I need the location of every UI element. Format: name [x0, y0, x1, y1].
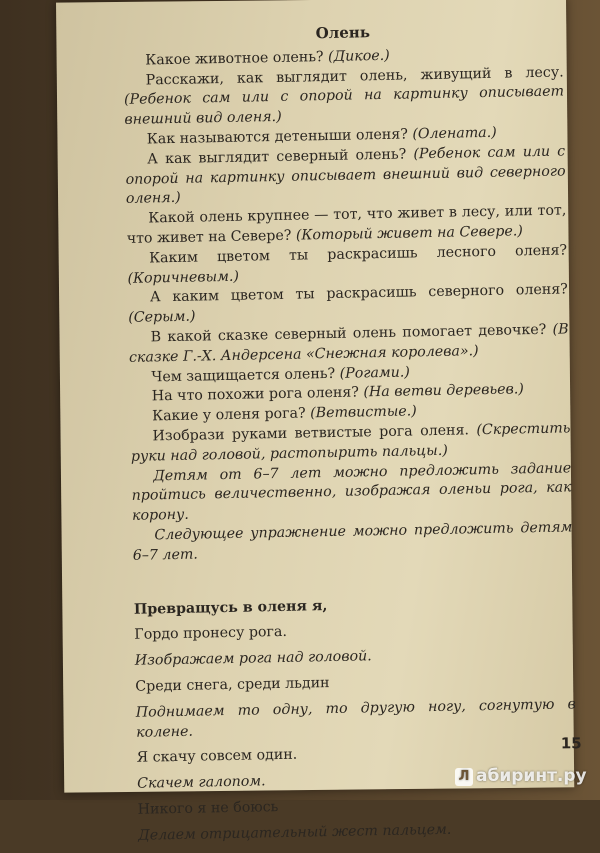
answer-note: (Рогами.): [339, 364, 411, 382]
question-text: Расскажи, как выглядит олень, живущий в лесу.: [145, 64, 564, 89]
question-text: Как называются детеныши оленя?: [146, 126, 413, 148]
answer-note: (Олената.): [412, 124, 497, 143]
watermark-text: абиринт.ру: [476, 766, 587, 786]
answer-note: (Дикое.): [327, 47, 390, 65]
poem-instruction: Скачем галопом.: [137, 773, 266, 792]
book-page: [56, 0, 582, 844]
answer-note: (На ветви деревьев.): [363, 381, 524, 401]
poem-line: Никого я не боюсь: [137, 798, 279, 818]
question-text: Чем защищается олень?: [151, 365, 340, 385]
answer-note: (Серым.): [128, 308, 196, 327]
question-text: Изобрази руками ветвистые рога оленя.: [152, 422, 477, 445]
question-text: На что похожи рога оленя?: [151, 384, 364, 405]
poem-line: Среди снега, среди льдин: [135, 674, 330, 695]
instruction-paragraph: Следующее упражнение можно предложить детям 6–7 лет.: [132, 519, 573, 564]
question-text: Каким цветом ты раскрасишь лесного оленя?: [148, 242, 568, 267]
poem-line: Превращусь в оленя я,: [133, 597, 328, 618]
instruction-paragraph: Детям от 6–7 лет можно предложить задание пройтись величественно, изображая оленьи рога, как корону.: [131, 459, 572, 524]
page-number: 15: [560, 734, 582, 753]
poem-exercise: [134, 592, 579, 846]
poem-instruction: Поднимаем то одну, то другую ногу, согнутую в колене.: [135, 696, 576, 741]
answer-note: (В сказке Г.-Х. Андерсена «Снежная королева».): [128, 321, 569, 366]
page-title: Олень: [315, 23, 371, 43]
question-text: Какие у оленя рога?: [152, 405, 311, 425]
poem-line: Гордо пронесу рога.: [134, 624, 288, 644]
page-content: [123, 19, 579, 852]
paragraph: [124, 63, 565, 131]
question-text: Какой олень крупнее — тот, что живет в лесу, или тот, что живет на Севере?: [126, 202, 567, 247]
question-text: Какое животное олень?: [145, 48, 329, 69]
question-text: В какой сказке северный олень помогает девочке?: [150, 321, 553, 346]
paragraph: [125, 142, 566, 210]
watermark: [455, 766, 587, 786]
answer-note: (Коричневым.): [127, 268, 240, 287]
question-list: [123, 43, 573, 566]
labirint-logo-icon: Л: [455, 768, 473, 786]
answer-note: (Ребенок сам или с опорой на картинку описывает внешний вид северного оленя.): [125, 143, 566, 208]
answer-note: (Ветвистые.): [310, 403, 417, 422]
answer-note: (Ребенок сам или с опорой на картинку описывает внешний вид оленя.): [123, 83, 565, 129]
poem-line: Я скачу совсем один.: [136, 746, 298, 767]
poem-instruction: Изображаем рога над головой.: [134, 648, 372, 669]
answer-note: (Который живет на Севере.): [295, 223, 523, 244]
question-text: А каким цветом ты раскрасишь северного оленя?: [149, 281, 568, 306]
answer-note: (Скрестить руки над головой, растопырить пальцы.): [130, 420, 571, 465]
question-text: А как выглядит северный олень?: [147, 146, 414, 168]
poem-instruction: Делаем отрицательный жест пальцем.: [138, 821, 452, 844]
